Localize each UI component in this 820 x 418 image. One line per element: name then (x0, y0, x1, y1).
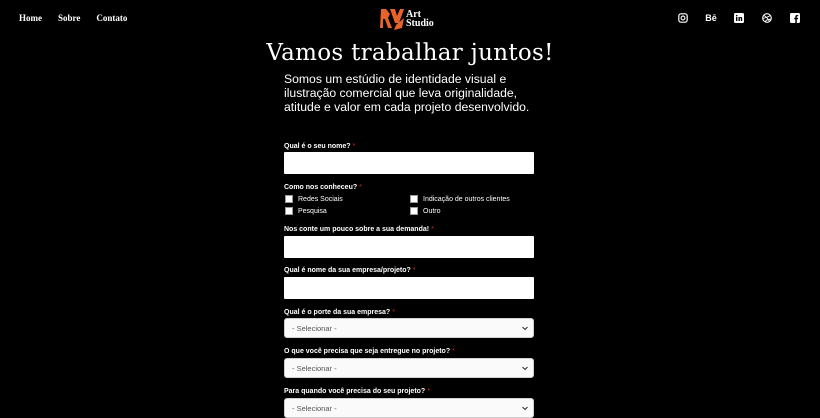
chevron-down-icon (521, 404, 529, 412)
option-indicacao[interactable] (410, 195, 510, 203)
size-label (284, 309, 534, 316)
deliver-select[interactable] (284, 358, 534, 378)
when-label (284, 388, 534, 395)
demand-label (284, 226, 534, 233)
chevron-down-icon (521, 324, 529, 332)
logo-text-line2: Studio (406, 18, 434, 29)
name-label-text: Qual é o seu nome? (284, 143, 351, 150)
deliver-field-group (284, 348, 534, 355)
size-field-group (284, 309, 534, 316)
required-mark: * (359, 184, 362, 191)
deliver-select-value: - Selecionar - (292, 363, 337, 373)
option-redes-sociais[interactable] (285, 195, 343, 203)
page-title: Vamos trabalhar juntos! (266, 40, 554, 66)
facebook-icon[interactable] (790, 13, 800, 23)
brand-logo[interactable] (378, 6, 442, 32)
company-label-text: Qual é nome da sua empresa/projeto? (284, 267, 411, 274)
option-pesquisa[interactable] (285, 207, 327, 215)
logo-text-line1: Art (406, 9, 421, 20)
nav-contato[interactable]: Contato (96, 13, 128, 23)
checkbox-pesquisa[interactable] (285, 207, 293, 215)
demand-input[interactable] (284, 236, 534, 258)
when-field-group (284, 388, 534, 395)
option-outro[interactable] (410, 207, 441, 215)
intro-text: Somos um estúdio de identidade visual e ilustração comercial que leva originalidade, atitude e valor em cada projeto desenvolvido. (284, 72, 530, 114)
checkbox-indicacao[interactable] (410, 195, 418, 203)
demand-label-text: Nos conte um pouco sobre a sua demanda! (284, 226, 430, 233)
behance-icon[interactable]: Bē (705, 13, 717, 23)
deliver-label (284, 348, 534, 355)
logo-mark-icon (378, 6, 406, 32)
when-select-value: - Selecionar - (292, 403, 337, 413)
name-label (284, 143, 534, 150)
size-select-value: - Selecionar - (292, 323, 337, 333)
nav-sobre[interactable]: Sobre (58, 13, 81, 23)
main-nav (19, 13, 127, 23)
option-label-outro: Outro (423, 207, 441, 215)
checkbox-outro[interactable] (410, 207, 418, 215)
nav-home[interactable]: Home (19, 13, 42, 23)
demand-field-group (284, 226, 534, 233)
company-label (284, 267, 534, 274)
required-mark: * (452, 348, 455, 355)
social-links (678, 13, 800, 23)
required-mark: * (412, 267, 416, 274)
deliver-label-text: O que você precisa que seja entregue no projeto? (284, 348, 451, 355)
how-label-text: Como nos conheceu? (284, 184, 358, 191)
how-field-group (284, 184, 534, 191)
logo-text (406, 10, 434, 28)
when-select[interactable] (284, 398, 534, 418)
company-input[interactable] (284, 277, 534, 299)
name-field-group (284, 143, 534, 150)
chevron-down-icon (521, 364, 529, 372)
name-input[interactable] (284, 152, 534, 174)
required-mark: * (352, 143, 356, 150)
required-mark: * (431, 226, 434, 233)
checkbox-redes-sociais[interactable] (285, 195, 293, 203)
size-label-text: Qual é o porte da sua empresa? (284, 309, 391, 316)
when-label-text: Para quando você precisa do seu projeto? (284, 388, 426, 395)
dribbble-icon[interactable] (762, 13, 772, 23)
instagram-icon[interactable] (678, 13, 688, 23)
option-label-pesquisa: Pesquisa (298, 207, 327, 215)
option-label-indicacao: Indicação de outros clientes (423, 195, 510, 203)
required-mark: * (392, 309, 395, 316)
option-label-redes-sociais: Redes Sociais (298, 195, 343, 203)
how-label (284, 184, 534, 191)
size-select[interactable] (284, 318, 534, 338)
company-field-group (284, 267, 534, 274)
required-mark: * (427, 388, 430, 395)
linkedin-icon[interactable] (734, 13, 744, 23)
